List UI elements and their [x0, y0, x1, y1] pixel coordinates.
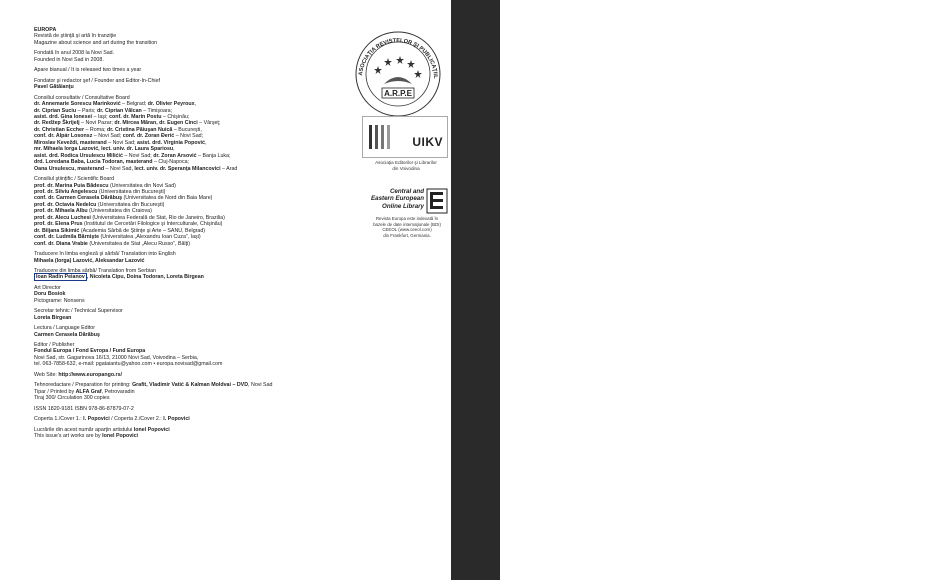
- uikv-mark-icon: [367, 122, 397, 152]
- scientist-affiliation: (Universitatea de Nord din Baia Mare): [122, 195, 213, 202]
- board-member-name: dr. Mircea Măran, dr. Eugen Cinci: [114, 120, 198, 127]
- board-member-name: dr. Zoran Arsović: [153, 152, 197, 159]
- board-member-name: Oana Ursulescu, masterand: [34, 165, 105, 172]
- board-member-name: dr. Christian Eccher: [34, 126, 85, 133]
- ceeol-mark-icon: [426, 188, 448, 214]
- board-member-place: – Novi Sad;: [174, 133, 204, 140]
- uikv-caption-1: Asociaţia Editorilor şi Librarilor: [375, 160, 437, 165]
- scientist-affiliation: (Institutul de Cercetări Filologice şi Interculturale, Chişinău): [82, 221, 223, 228]
- scientist-name: conf. dr. Carmen Cerasela Dărăbuş: [34, 195, 123, 202]
- scientist-affiliation: (Universitatea din Bucureşti): [97, 188, 166, 195]
- board-member-place: – Belgrad;: [120, 101, 148, 108]
- board-member-name: asist. drd. Gina Ionesei: [34, 113, 92, 120]
- ceeol-caption-1: Revista Europa este indexată în: [375, 216, 439, 221]
- consultative-board: [34, 95, 342, 172]
- language-editor-label: Lectura / Language Editor: [34, 325, 95, 332]
- arpe-logo: [348, 26, 448, 118]
- board-member-name: dr. Cristina Păiuşan Nuică: [107, 126, 173, 133]
- scientist-affiliation: (Universitatea din Novi Sad): [108, 182, 176, 189]
- board-member-place: – Timişoara;: [141, 107, 173, 114]
- artworks-ro-name: Ionel Popovici: [133, 426, 170, 433]
- secretary-name: Loreta Birgean: [34, 314, 72, 321]
- scientist-affiliation: (Universitatea Federală de Stat, Rio de Janeiro, Brazilia): [90, 214, 225, 221]
- art-director-name: Doru Bosiok: [34, 291, 66, 298]
- scientific-label: Consiliul ştiinţific / Scientific Board: [34, 176, 115, 183]
- arpe-ring-text: ASOCIAŢIA REVISTELOR ŞI PUBLICAŢIIL: [358, 37, 439, 79]
- ceeol-title-3: Online Library: [382, 202, 424, 210]
- artworks-en-name: Ionel Popovici: [102, 433, 139, 440]
- board-member-place: – Cluj-Napoca;: [152, 159, 190, 166]
- pictograms: Pictograme: Nonsens: [34, 297, 85, 304]
- board-member-place: – Roma;: [84, 126, 108, 133]
- scientist-name: conf. dr. Diana Vrabie: [34, 240, 88, 247]
- language-editor-name: Carmen Cerasela Dărăbuş: [34, 331, 100, 338]
- publisher-label: Editor / Publisher: [34, 342, 75, 349]
- board-member-place: – Paris;: [76, 107, 97, 114]
- page-number: 1: [916, 294, 927, 300]
- board-member-name: dr. Olivier Peyroux: [147, 101, 195, 108]
- board-member-name: conf. dr. Alpár Losonsz: [34, 133, 93, 140]
- board-member-place: – Chişinău;: [161, 113, 190, 120]
- cover1-author: I. Popovici: [83, 416, 110, 423]
- founder-name: Pavel Gătăianţu: [34, 84, 74, 91]
- board-member-place: ,: [204, 139, 207, 146]
- consultative-line: [34, 166, 342, 172]
- scientist-affiliation: (Universitatea din Craiova): [87, 208, 152, 215]
- arpe-name: A.R.P.E: [384, 89, 412, 98]
- publisher-name: Fondul Europa / Fond Evropa / Fund Europa: [34, 348, 146, 355]
- board-member-place: ,: [194, 101, 197, 108]
- subtitle-ro: Revistă de ştiinţă şi artă în tranziţie: [34, 33, 117, 40]
- ceeol-caption-3: CEEOL (www.ceeol.com): [382, 227, 432, 233]
- board-member-place: – Vârşeţ;: [197, 120, 221, 127]
- subtitle-en: Magazine about science and art during the transition: [34, 39, 158, 46]
- board-member-name: conf. dr. Marin Postu: [109, 113, 162, 120]
- artworks-ro-label: Lucrările din acest număr aparţin artistului: [34, 426, 134, 433]
- scientific-line: [34, 241, 342, 247]
- board-member-place: – Novi Sad;: [92, 133, 123, 140]
- cover2-author: I. Popovici: [163, 416, 190, 423]
- board-member-name: dr. Annemarie Sorescu Marinković: [34, 101, 121, 108]
- board-member-place: – Novi Pazar;: [79, 120, 115, 127]
- scientist-name: prof. dr. Mihaela Albu: [34, 208, 88, 215]
- founded-en: Founded in Novi Sad in 2008.: [34, 56, 104, 63]
- scientist-affiliation: (Universitatea din Bucureşti): [96, 201, 165, 208]
- scientist-name: prof. dr. Elena Prus: [34, 221, 83, 228]
- prepress-dvd: – DVD: [230, 382, 249, 389]
- board-member-name: asist. drd. Virginia Popović: [137, 139, 205, 146]
- uikv-caption-2: din Voivodina: [392, 165, 420, 171]
- ceeol-logo: [364, 188, 450, 238]
- board-member-name: Miroslav Keveždi, masterand: [34, 139, 107, 146]
- translation-en-names: Mihaela (Iorga) Lazović, Aleksandar Lazović: [34, 257, 145, 264]
- print-label: Tipar / Printed by: [34, 388, 76, 395]
- board-member-place: – Novi Sad,: [104, 165, 135, 172]
- scientist-affiliation: (Academia Sârbă de Ştiinţe şi Arte – SANU, Belgrad): [79, 227, 206, 234]
- ceeol-title-2: Eastern European: [371, 195, 424, 203]
- scientist-name: prof. dr. Alecu Luchesi: [34, 214, 91, 221]
- circulation: Tiraj 300/ Circulation 300 copies: [34, 395, 110, 402]
- uikv-logo: [362, 116, 450, 171]
- ceeol-caption-4: din Frankfurt, Germania.: [383, 232, 431, 238]
- frequency: Apare bianual / It is released two times a year: [34, 67, 142, 74]
- board-member-name: drd. Loredana Baba, Lucia Todoran, masterand: [34, 159, 153, 166]
- web-link[interactable]: http://www.europango.rs/: [58, 371, 123, 378]
- publisher-contact: tel. 063-7858-632, e-mail: pgataiantu@yahoo.com • europa.novisad@gmail.com: [34, 361, 223, 368]
- printer-place: , Petrovaradin: [101, 388, 135, 395]
- issn-isbn: ISSN 1820-9181 ISBN 978-86-87879-07-2: [34, 405, 134, 412]
- scientist-name: prof. dr. Octavia Nedelcu: [34, 201, 97, 208]
- board-member-name: dr. Ciprian Vălcan: [97, 107, 142, 114]
- prepress-label: Tehnoredactare / Preparation for printing:: [34, 382, 133, 389]
- ceeol-caption-2: bazele de date internaţionale (BDI): [373, 221, 441, 227]
- board-member-place: – Iaşi;: [92, 113, 110, 120]
- prepress-place: , Novi Sad: [248, 382, 273, 389]
- cover1-label: Coperta 1./Cover 1.:: [34, 416, 84, 423]
- board-member-place: ,: [173, 146, 175, 153]
- publisher-address: Novi Sad, str. Gagarinova 16/13, 21000 Novi Sad, Voivodina – Serbia,: [34, 354, 199, 361]
- boxed-name: Ioan Radin Peianov: [36, 274, 85, 281]
- board-member-place: – Novi Sad;: [122, 152, 154, 159]
- translation-en-label: Traducere în limba engleză şi sârbă/ Translation into English: [34, 251, 176, 258]
- scientist-name: prof. dr. Marina Puia Bădescu: [34, 182, 109, 189]
- board-member-name: conf. dr. Zoran Đerić: [122, 133, 175, 140]
- scientist-affiliation: (Universitatea „Alexandru Ioan Cuza”, Iaşi): [99, 234, 201, 241]
- cover2-label: / Coperta 2./Cover 2.:: [109, 416, 164, 423]
- colophon-text: [34, 27, 342, 443]
- board-member-name: dr. Ciprian Suciu: [34, 107, 77, 114]
- uikv-text: UIKV: [412, 135, 443, 149]
- scientist-affiliation: (Universitatea de Stat „Alecu Russo”, Bălţi): [87, 240, 191, 247]
- secretary-label: Secretar tehnic / Technical Supervisor: [34, 308, 123, 315]
- art-director-label: Art Director: [34, 284, 61, 291]
- consultative-label: Consiliul consultativ / Consultative Board: [34, 94, 130, 101]
- printer-name: ALFA Graf: [75, 388, 102, 395]
- board-member-place: – Bucureşti,: [172, 126, 202, 133]
- board-member-name: dr. Redžep Škrijelj: [34, 120, 80, 127]
- translation-sr-names: , Nicoleta Cipu, Doina Todoran, Loreta Birgean: [86, 274, 204, 281]
- scientist-name: conf. dr. Ludmila Bărnişte: [34, 234, 100, 241]
- dark-sidebar: [451, 0, 927, 580]
- translation-sr-label: Traducere din limba sârbă/ Translation from Serbian: [34, 267, 156, 274]
- scientist-name: prof. dr. Silviu Angelescu: [34, 188, 98, 195]
- founder-label: Fondator şi redactor şef / Founder and Editor-In-Chief: [34, 77, 161, 84]
- prepress-names: Grafit, Vladimir Vatić & Kalman Moldvai: [132, 382, 231, 389]
- board-member-name: asist. drd. Rodica Ursulescu Milićić: [34, 152, 123, 159]
- board-member-place: – Arad: [220, 165, 238, 172]
- scientific-board: [34, 176, 342, 247]
- magazine-title: EUROPA: [34, 27, 57, 33]
- board-member-name: lect. univ. dr. Speranţa Milancovici: [134, 165, 221, 172]
- board-member-place: – Novi Sad;: [106, 139, 138, 146]
- scientist-name: dr. Biljana Sikimić: [34, 227, 80, 234]
- board-member-place: – Banja Luka;: [196, 152, 231, 159]
- artworks-en-label: This issue's art works are by: [34, 433, 103, 440]
- ceeol-title-1: Central and: [389, 188, 424, 195]
- web-label: Web Site:: [34, 371, 59, 378]
- board-member-name: mr. Mihaela Iorga Lazović, lect. univ. dr. Laura Spariosu: [34, 146, 174, 153]
- founded-ro: Fondată în anul 2008 la Novi Sad.: [34, 50, 115, 57]
